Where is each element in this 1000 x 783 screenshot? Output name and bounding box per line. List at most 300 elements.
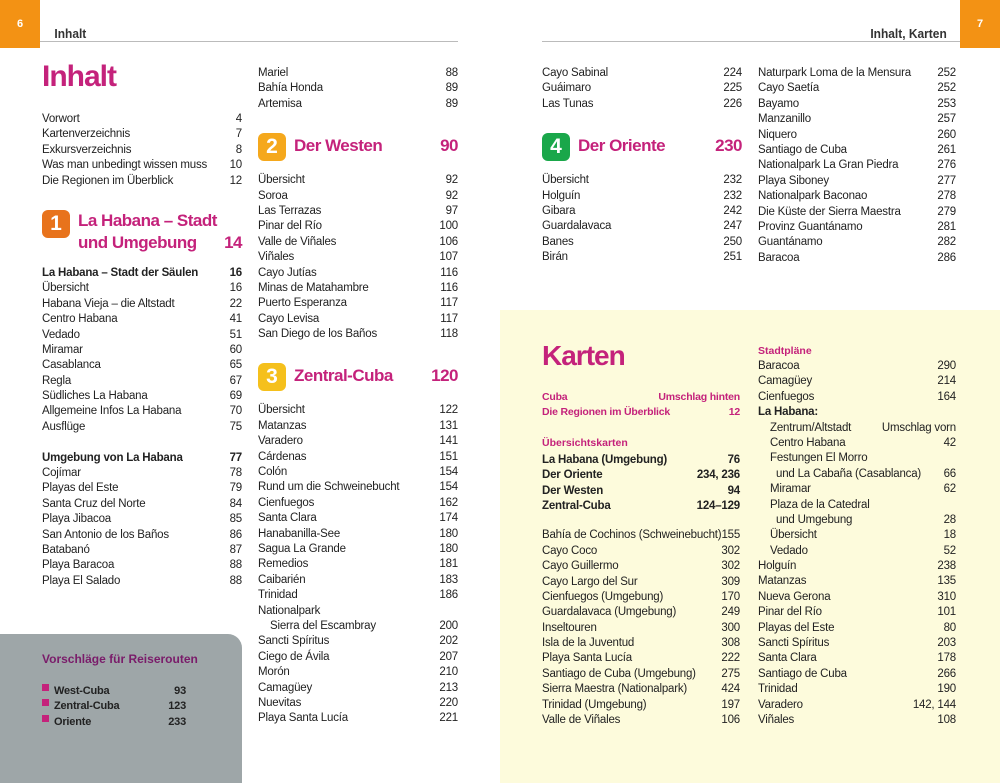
entry-page: 94 (727, 484, 740, 497)
entry-title (758, 451, 867, 466)
toc-entry (42, 328, 242, 343)
entry-text: Guáimaro (542, 82, 591, 95)
entry-title (258, 696, 301, 711)
toc-entry (258, 527, 458, 542)
section-page: 120 (431, 366, 458, 386)
entry-title (758, 205, 901, 220)
section-3-header (258, 363, 458, 403)
toc-entry (542, 605, 740, 620)
entry-page: 42 (943, 436, 956, 449)
entry-text: Ausflüge (42, 420, 86, 433)
entry-text: Viñales (258, 251, 295, 264)
routes-title: Vorschläge für Reiserouten (42, 652, 198, 666)
entry-page: 302 (721, 560, 740, 573)
toc-entry (258, 496, 458, 511)
entry-page: 141 (439, 435, 458, 448)
entry-text: Santa Clara (258, 512, 317, 525)
toc-entry (258, 66, 458, 81)
toc-entry (758, 544, 956, 559)
toc-entry (758, 81, 956, 96)
toc-entry (542, 204, 742, 219)
entry-title (758, 128, 797, 143)
entry-page: 22 (229, 297, 242, 310)
toc-entry (758, 390, 956, 405)
entry-text: Playa El Salado (42, 574, 121, 587)
entry-text: Birán (542, 251, 568, 264)
entry-text: Bahía de Cochinos (Schweinebucht) (542, 529, 722, 542)
toc-entry (758, 359, 956, 374)
entry-title (758, 220, 862, 235)
entry-page: 155 (721, 529, 741, 542)
entry-text: Vedado (770, 544, 808, 557)
entry-title (758, 713, 794, 728)
toc-entry (542, 559, 740, 574)
entry-text: Der Oriente (542, 469, 603, 482)
entry-page: 106 (721, 714, 740, 727)
entry-text: Matanzas (758, 575, 807, 588)
toc-entry (42, 574, 242, 589)
entry-title (42, 451, 183, 466)
entry-text: Camagüey (258, 681, 313, 694)
entry-title (42, 466, 81, 481)
entry-page: 424 (721, 683, 740, 696)
toc-entry (542, 66, 742, 81)
entry-title (542, 484, 603, 499)
entry-page: 275 (721, 667, 740, 680)
entry-title (258, 619, 376, 634)
entry-title (758, 97, 799, 112)
entry-title (42, 512, 111, 527)
entry-page: 52 (943, 544, 956, 557)
toc-entry (42, 312, 242, 327)
entry-text: Nueva Gerona (758, 590, 831, 603)
entry-text: Cojímar (42, 467, 81, 480)
toc-entry (258, 450, 458, 465)
entry-page: 178 (937, 652, 956, 665)
entry-page: 75 (229, 420, 242, 433)
entry-page: 117 (440, 312, 458, 325)
entry-text: Valle de Viñales (542, 714, 621, 727)
toc-entry (542, 81, 742, 96)
entry-text: Miramar (42, 343, 83, 356)
entry-title (758, 405, 818, 420)
entry-title (758, 390, 814, 405)
entry-page: 164 (937, 390, 956, 403)
toc-entry (42, 343, 242, 358)
section-4-list (542, 173, 742, 265)
maps-column-1 (542, 340, 740, 728)
toc-entry (42, 112, 242, 127)
entry-page: 89 (445, 97, 458, 110)
toc-column-3 (542, 66, 742, 266)
entry-text: Santiago de Cuba (758, 667, 847, 680)
city-maps-title: Stadtpläne (758, 345, 812, 357)
toc-entry (258, 296, 458, 311)
entry-page: 100 (439, 220, 458, 233)
toc-entry (542, 621, 740, 636)
toc-entry (42, 512, 242, 527)
entry-text: Sancti Spíritus (258, 635, 330, 648)
entry-title (42, 143, 131, 158)
entry-text: Sagua La Grande (258, 542, 346, 555)
entry-title (542, 219, 611, 234)
toc-entry (42, 451, 242, 466)
section-title-line1: La Habana – Stadt (78, 210, 217, 230)
toc-entry (758, 374, 956, 389)
header-rule (542, 41, 960, 42)
entry-title (42, 543, 90, 558)
entry-text: Nationalpark Baconao (758, 190, 868, 203)
entry-title (258, 527, 340, 542)
toc-entry (42, 358, 242, 373)
entry-page: 213 (439, 681, 458, 694)
entry-text: Miramar (770, 483, 811, 496)
page-number-tab (0, 0, 40, 48)
entry-page: 16 (229, 282, 242, 295)
toc-entry (758, 482, 956, 497)
maps-title: Karten (542, 340, 625, 371)
entry-page: 154 (439, 481, 458, 494)
page-number: 6 (16, 18, 24, 30)
entry-page: 124–129 (696, 499, 740, 512)
section-1-header (42, 210, 242, 266)
entry-page: 276 (937, 159, 956, 172)
entry-title (758, 621, 834, 636)
toc-entry (542, 636, 740, 651)
toc-entry (542, 528, 740, 543)
entry-page: 186 (439, 589, 458, 602)
section-4-header (542, 133, 742, 173)
entry-page: 7 (235, 128, 242, 141)
entry-title (542, 66, 608, 81)
entry-text: Camagüey (758, 375, 813, 388)
entry-page: 247 (723, 220, 742, 233)
toc-entry (42, 558, 242, 573)
toc-entry (258, 81, 458, 96)
entry-text: Centro Habana (770, 436, 846, 449)
entry-text: Artemisa (258, 97, 302, 110)
section-number: 3 (258, 363, 286, 391)
entry-page: 60 (229, 343, 242, 356)
entry-text: Plaza de la Catedral (770, 498, 870, 511)
entry-title (42, 343, 83, 358)
entry-text: Exkursverzeichnis (42, 143, 132, 156)
entry-page: 92 (445, 189, 458, 202)
entry-title (258, 403, 305, 418)
entry-title (42, 312, 117, 327)
entry-page: 242 (723, 204, 742, 217)
entry-title (542, 713, 620, 728)
entry-text: Cayo Levisa (258, 312, 320, 325)
entry-page: 281 (937, 220, 956, 233)
toc-entry (258, 235, 458, 250)
toc-entry (542, 250, 742, 265)
toc-entry (258, 312, 458, 327)
entry-text: Valle de Viñales (258, 235, 337, 248)
entry-page: 62 (943, 483, 956, 496)
entry-page: 107 (439, 251, 458, 264)
entry-text: Nuevitas (258, 696, 302, 709)
entry-text: Cayo Saetía (758, 82, 820, 95)
entry-title (258, 419, 306, 434)
entry-title (42, 358, 101, 373)
entry-page: 251 (723, 251, 742, 264)
entry-title (542, 390, 567, 405)
entry-title (758, 421, 851, 436)
entry-text: Trinidad (Umgebung) (542, 698, 647, 711)
entry-page: 200 (439, 619, 458, 632)
entry-page: 257 (937, 113, 956, 126)
toc-entry (542, 189, 742, 204)
entry-title (758, 513, 852, 528)
entry-title (542, 81, 591, 96)
toc-entry (258, 281, 458, 296)
toc-entry (258, 711, 458, 726)
entry-text: Santa Cruz del Norte (42, 497, 146, 510)
entry-text: Cayo Guillermo (542, 560, 619, 573)
entry-page: 214 (937, 375, 956, 388)
entry-page: 10 (229, 159, 242, 172)
entry-text: Manzanillo (758, 113, 811, 126)
entry-text: San Diego de los Baños (258, 328, 377, 341)
toc-entry (758, 436, 956, 451)
entry-page: 87 (229, 543, 242, 556)
toc-entry (758, 143, 956, 158)
entry-title (758, 574, 806, 589)
toc-entry (758, 682, 956, 697)
entry-page: 80 (943, 621, 956, 634)
section-number: 2 (258, 133, 286, 161)
toc-entry (758, 636, 956, 651)
section-title: Zentral-Cuba (294, 366, 393, 386)
entry-page: 309 (721, 575, 740, 588)
section-number: 1 (42, 210, 70, 238)
entry-page: 222 (721, 652, 740, 665)
toc-entry (758, 220, 956, 235)
entry-page: 79 (229, 482, 242, 495)
entry-text: Caibarién (258, 573, 306, 586)
entry-text: Südliches La Habana (42, 390, 148, 403)
entry-page: 260 (937, 128, 956, 141)
section-page: 230 (715, 136, 742, 156)
entry-text: Inseltouren (542, 621, 597, 634)
entry-text: Die Regionen im Überblick (42, 174, 174, 187)
entry-text: Bahía Honda (258, 82, 323, 95)
entry-title (758, 544, 808, 559)
entry-text: Puerto Esperanza (258, 297, 347, 310)
entry-page: 221 (439, 712, 458, 725)
toc-entry (42, 158, 242, 173)
entry-text: Übersicht (542, 174, 589, 187)
toc-column-1 (42, 60, 242, 589)
entry-title (758, 81, 819, 96)
entry-title (542, 453, 667, 468)
entry-page: 18 (943, 529, 956, 542)
entry-page: 197 (721, 698, 740, 711)
entry-text: Santa Clara (758, 652, 817, 665)
toc-entry (258, 573, 458, 588)
entry-title (258, 604, 320, 619)
page-number: 7 (976, 18, 984, 30)
entry-page: 210 (439, 666, 458, 679)
entry-text: Gibara (542, 204, 576, 217)
entry-text: Varadero (758, 698, 803, 711)
entry-page: 92 (445, 174, 458, 187)
entry-page: 151 (439, 450, 458, 463)
toc-entry (758, 158, 956, 173)
entry-text: Sierra del Escambray (270, 619, 376, 632)
entry-page: 12 (728, 406, 740, 419)
entry-title (542, 651, 632, 666)
entry-text: Habana Vieja – die Altstadt (42, 297, 175, 310)
toc-entry (758, 205, 956, 220)
entry-text: Isla de la Juventud (542, 637, 635, 650)
entry-text: Sierra Maestra (Nationalpark) (542, 683, 688, 696)
section-3-list (258, 403, 458, 726)
entry-title (542, 250, 568, 265)
entry-text: Guardalavaca (542, 220, 612, 233)
section-page: 14 (224, 232, 242, 252)
entry-text: Festungen El Morro (770, 452, 868, 465)
maps-column-2 (758, 345, 956, 728)
entry-text: Las Tunas (542, 97, 594, 110)
entry-title (258, 650, 329, 665)
entry-title (542, 499, 611, 514)
entry-text: Pinar del Río (758, 606, 822, 619)
entry-page: 88 (229, 559, 242, 572)
entry-page: 162 (439, 496, 458, 509)
toc-entry (258, 327, 458, 342)
entry-title (542, 97, 593, 112)
entry-page: 226 (723, 97, 742, 110)
toc-entry (758, 112, 956, 127)
col3-top-list (542, 66, 742, 112)
entry-page: 252 (937, 82, 956, 95)
toc-entry (258, 465, 458, 480)
toc-entry (258, 650, 458, 665)
entry-text: Colón (258, 466, 288, 479)
entry-page: 70 (229, 405, 242, 418)
entry-text: Playa Santa Lucía (258, 712, 348, 725)
entry-title (542, 575, 638, 590)
entry-page: 123 (168, 700, 186, 713)
running-title: Inhalt (54, 26, 87, 41)
toc-entry (258, 542, 458, 557)
entry-title (258, 496, 314, 511)
toc-entry (42, 684, 186, 699)
toc-column-4 (758, 66, 956, 266)
toc-entry (758, 667, 956, 682)
entry-page: 122 (439, 404, 458, 417)
entry-title (258, 204, 321, 219)
toc-entry (42, 266, 242, 281)
entry-title (758, 636, 829, 651)
entry-text: Banes (542, 235, 574, 248)
toc-entry (42, 297, 242, 312)
entry-title (42, 528, 169, 543)
entry-page: 278 (937, 190, 956, 203)
entry-title (758, 467, 921, 482)
toc-entry (258, 219, 458, 234)
toc-entry (42, 389, 242, 404)
entry-text: Hanabanilla-See (258, 527, 341, 540)
entry-text: West-Cuba (54, 685, 110, 697)
entry-title (258, 327, 377, 342)
entry-text: Minas de Matahambre (258, 281, 369, 294)
entry-title (758, 667, 847, 682)
entry-text: Cayo Coco (542, 544, 598, 557)
toc-entry (542, 651, 740, 666)
toc-entry (758, 467, 956, 482)
entry-title (542, 204, 575, 219)
col2-top-list (258, 66, 458, 112)
entry-text: Übersicht (770, 529, 817, 542)
entry-title (542, 173, 589, 188)
entry-title (258, 511, 317, 526)
entry-title (758, 174, 829, 189)
entry-title (258, 557, 308, 572)
entry-text: Trinidad (758, 683, 798, 696)
toc-entry (758, 251, 956, 266)
entry-page: 142, 144 (912, 698, 956, 711)
entry-title (758, 682, 798, 697)
entry-title (258, 634, 329, 649)
entry-page: 85 (229, 513, 242, 526)
entry-page: 290 (937, 360, 956, 372)
entry-title (42, 420, 85, 435)
toc-entry (758, 590, 956, 605)
entry-page: 106 (439, 235, 458, 248)
entry-title (42, 112, 80, 127)
entry-title (258, 189, 288, 204)
entry-text: Cienfuegos (Umgebung) (542, 590, 664, 603)
entry-text: Playa Santa Lucía (542, 652, 632, 665)
entry-title (542, 544, 597, 559)
entry-page: 302 (721, 544, 740, 557)
toc-entry (542, 390, 740, 405)
toc-entry (758, 605, 956, 620)
entry-page: 180 (439, 542, 458, 555)
entry-page: 89 (445, 82, 458, 95)
routes-list (42, 684, 186, 730)
entry-title (758, 528, 817, 543)
bullet-icon (42, 715, 49, 722)
entry-title (542, 667, 696, 682)
maps-top-list (542, 390, 740, 421)
section-title: Der Oriente (578, 136, 666, 156)
entry-title (758, 482, 811, 497)
entry-text: Vedado (42, 328, 80, 341)
entry-text: Pinar del Río (258, 220, 322, 233)
entry-title (42, 174, 173, 189)
entry-text: Santiago de Cuba (Umgebung) (542, 667, 696, 680)
entry-page: 224 (723, 67, 742, 79)
entry-page: Umschlag vorn (881, 421, 956, 434)
entry-text: Centro Habana (42, 313, 118, 326)
toc-entry (42, 281, 242, 296)
entry-text: Der Westen (542, 484, 604, 497)
toc-entry (42, 528, 242, 543)
entry-page: 76 (727, 453, 740, 466)
section-title-line2: und Umgebung (78, 232, 197, 252)
entry-title (258, 450, 306, 465)
entry-title (542, 621, 597, 636)
header-rule (40, 41, 458, 42)
toc-entry (542, 484, 740, 499)
entry-title (542, 590, 663, 605)
entry-title (758, 112, 811, 127)
toc-entry (42, 174, 242, 189)
